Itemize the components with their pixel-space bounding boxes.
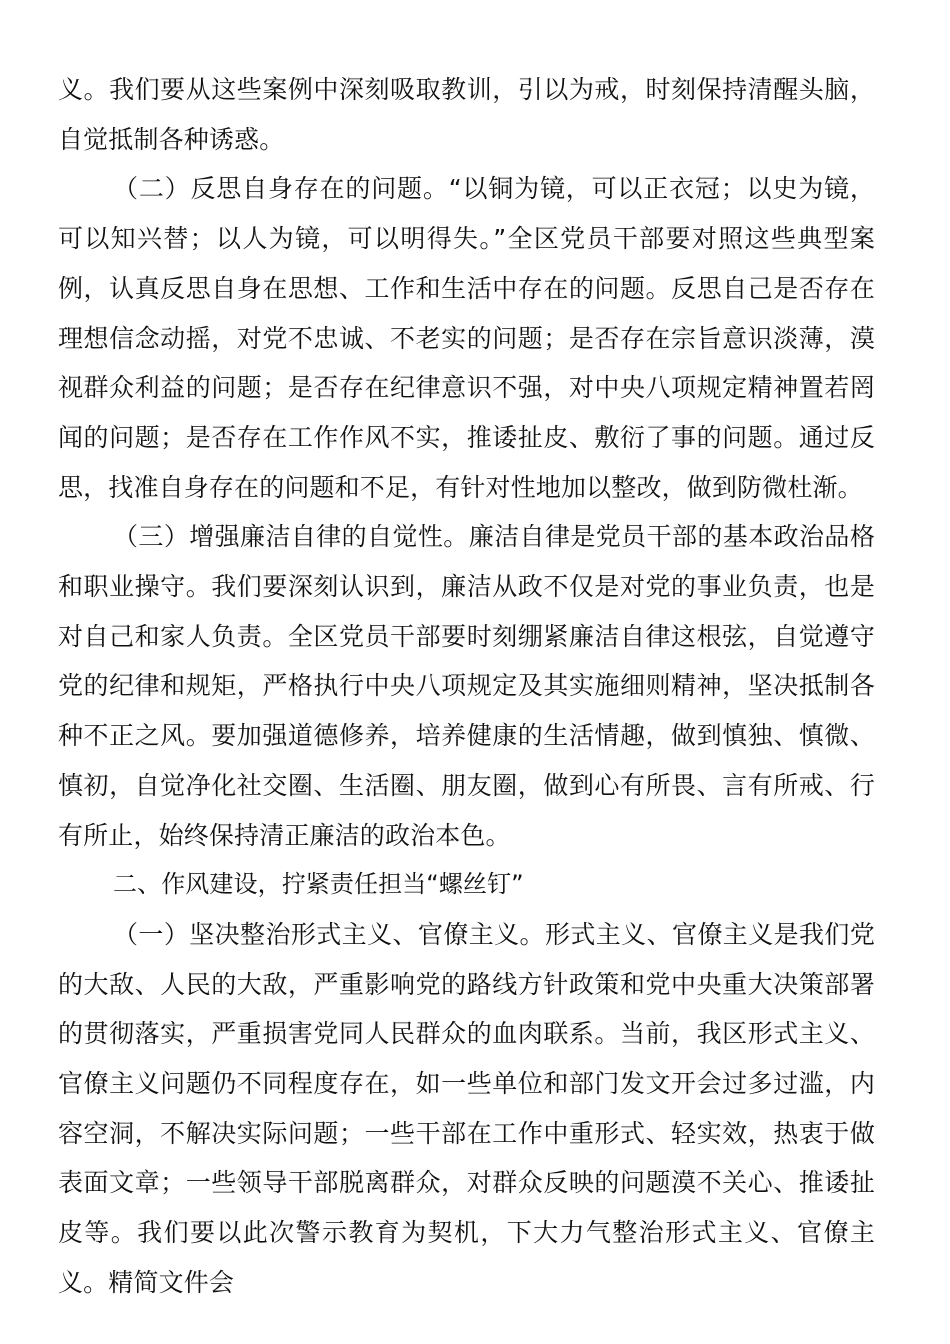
paragraph-reflect-problems: （二）反思自身存在的问题。“以铜为镜，可以正衣冠；以史为镜，可以知兴替；以人为镜，可以明得失。”全区党员干部要对照这些典型案例，认真反思自身在思想、工作和生活中存在的问题。反思自己是否存在理想信念动摇，对党不忠诚、不老实的问题；是否存在宗旨意识淡薄，漠视群众利益的问题；是否存在纪律意识不强，对中央八项规定精神置若罔闻的问题；是否存在工作作风不实，推诿扯皮、敷衍了事的问题。通过反思，找准自身存在的问题和不足，有针对性地加以整改，做到防微杜渐。	[58, 174, 875, 502]
paragraph-integrity-self-discipline: （三）增强廉洁自律的自觉性。廉洁自律是党员干部的基本政治品格和职业操守。我们要深刻认识到，廉洁从政不仅是对党的事业负责，也是对自己和家人负责。全区党员干部要时刻绷紧廉洁自律这根弦，自觉遵守党的纪律和规矩，严格执行中央八项规定及其实施细则精神，坚决抵制各种不正之风。要加强道德修养，培养健康的生活情趣，做到慎独、慎微、慎初，自觉净化社交圈、生活圈、朋友圈，做到心有所畏、言有所戒、行有所止，始终保持清正廉洁的政治本色。	[58, 522, 875, 850]
paragraph-formalism-bureaucracy: （一）坚决整治形式主义、官僚主义。形式主义、官僚主义是我们党的大敌、人民的大敌，严重影响党的路线方针政策和党中央重大决策部署的贯彻落实，严重损害党同人民群众的血肉联系。当前，我区形式主义、官僚主义问题仍不同程度存在，如一些单位和部门发文开会过多过滥，内容空洞，不解决实际问题；一些干部在工作中重形式、轻实效，热衷于做表面文章；一些领导干部脱离群众，对群众反映的问题漠不关心、推诿扯皮等。我们要以此次警示教育为契机，下大力气整治形式主义、官僚主义。精简文件会	[58, 919, 875, 1297]
section-heading-work-style: 二、作风建设，拧紧责任担当“螺丝钉”	[113, 870, 524, 899]
document-page	[58, 65, 875, 1308]
paragraph-continuation: 义。我们要从这些案例中深刻吸取教训，引以为戒，时刻保持清醒头脑，自觉抵制各种诱惑。	[58, 75, 875, 154]
